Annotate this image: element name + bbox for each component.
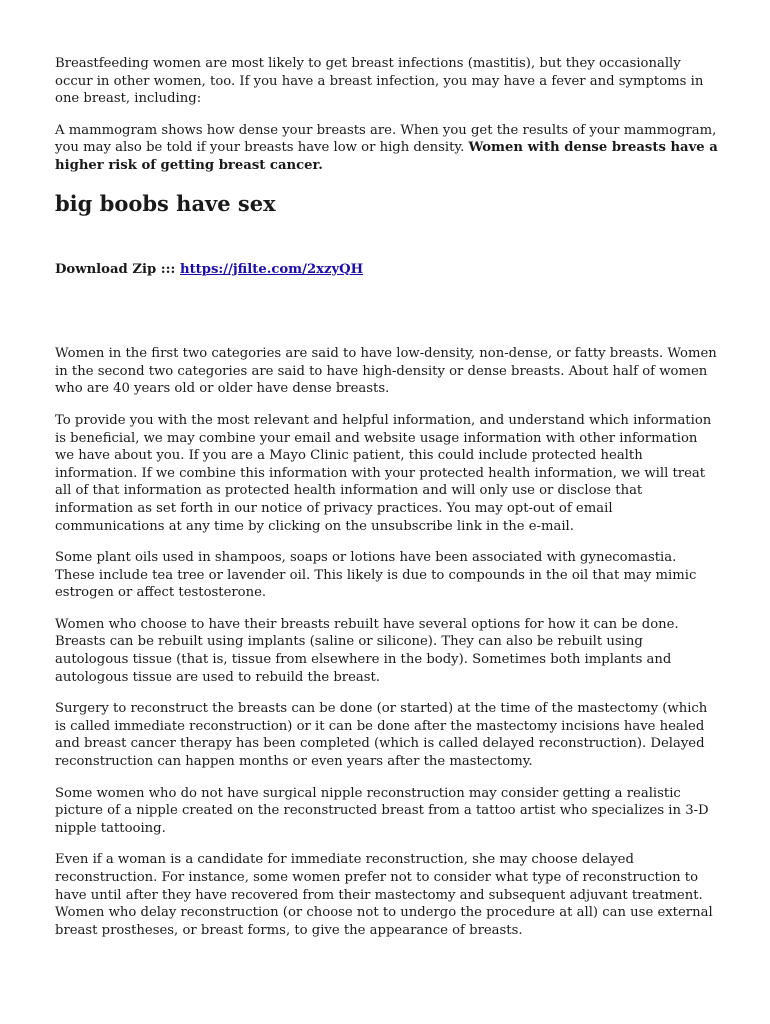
- paragraph-dense-breasts: [55, 122, 719, 175]
- download-link[interactable]: https://jfilte.com/2xzyQH: [179, 261, 364, 277]
- paragraph-reconstruction-timing: Surgery to reconstruct the breasts can be done (or started) at the time of the mastectomy (which is called immediate reconstruction) or it can be done after the mastectomy incisions have healed and breast cancer therapy has been completed (which is called delayed reconstruction). Delayed reconstruction can happen months or even years after the mastectomy.: [55, 701, 708, 770]
- dense-breasts-text: A mammogram shows how dense your breasts are. When you get the results of your mammogram, you may also be told if your breasts have low or high density.: [55, 122, 717, 156]
- dense-breasts-bold-text: Women with dense breasts have a higher risk of getting breast cancer.: [55, 140, 718, 173]
- document-page: [55, 55, 719, 953]
- paragraph-mastitis: Breastfeeding women are most likely to get breast infections (mastitis), but they occasionally occur in other women, too. If you have a breast infection, you may have a fever and symptoms in one breast, including:: [55, 56, 704, 107]
- paragraph-plant-oils: Some plant oils used in shampoos, soaps or lotions have been associated with gynecomastia. These include tea tree or lavender oil. This likely is due to compounds in the oil that may mimic estrogen or affect testosterone.: [55, 550, 697, 601]
- download-line: [55, 261, 719, 279]
- paragraph-nipple-tattoo: Some women who do not have surgical nipple reconstruction may consider getting a realistic picture of a nipple created on the reconstructed breast from a tattoo artist who specializes in 3-D nipple tattooing.: [55, 785, 709, 836]
- page-heading: big boobs have sex: [55, 190, 276, 216]
- download-label: Download Zip :::: [55, 261, 180, 277]
- paragraph-density-categories: Women in the first two categories are said to have low-density, non-dense, or fatty breasts. Women in the second two categories are said to have high-density or dense breasts. About half of women who are 40 years old or older have dense breasts.: [55, 346, 717, 397]
- paragraph-delayed-reconstruction: Even if a woman is a candidate for immediate reconstruction, she may choose delayed reconstruction. For instance, some women prefer not to consider what type of reconstruction to have until after they have recovered from their mastectomy and subsequent adjuvant treatment. Women who delay reconstruction (or choose not to undergo the procedure at all) can use external breast prostheses, or breast forms, to give the appearance of breasts.: [55, 852, 713, 938]
- paragraph-rebuild-options: Women who choose to have their breasts rebuilt have several options for how it can be done. Breasts can be rebuilt using implants (saline or silicone). They can also be rebuilt using autologous tissue (that is, tissue from elsewhere in the body). Sometimes both implants and autologous tissue are used to rebuild the breast.: [55, 616, 679, 685]
- paragraph-privacy: To provide you with the most relevant and helpful information, and understand which information is beneficial, we may combine your email and website usage information with other information we have about you. If you are a Mayo Clinic patient, this could include protected health information. If we combine this information with your protected health information, we will treat all of that information as protected health information and will only use or disclose that information as set forth in our notice of privacy practices. You may opt-out of email communications at any time by clicking on the unsubscribe link in the e-mail.: [55, 412, 712, 534]
